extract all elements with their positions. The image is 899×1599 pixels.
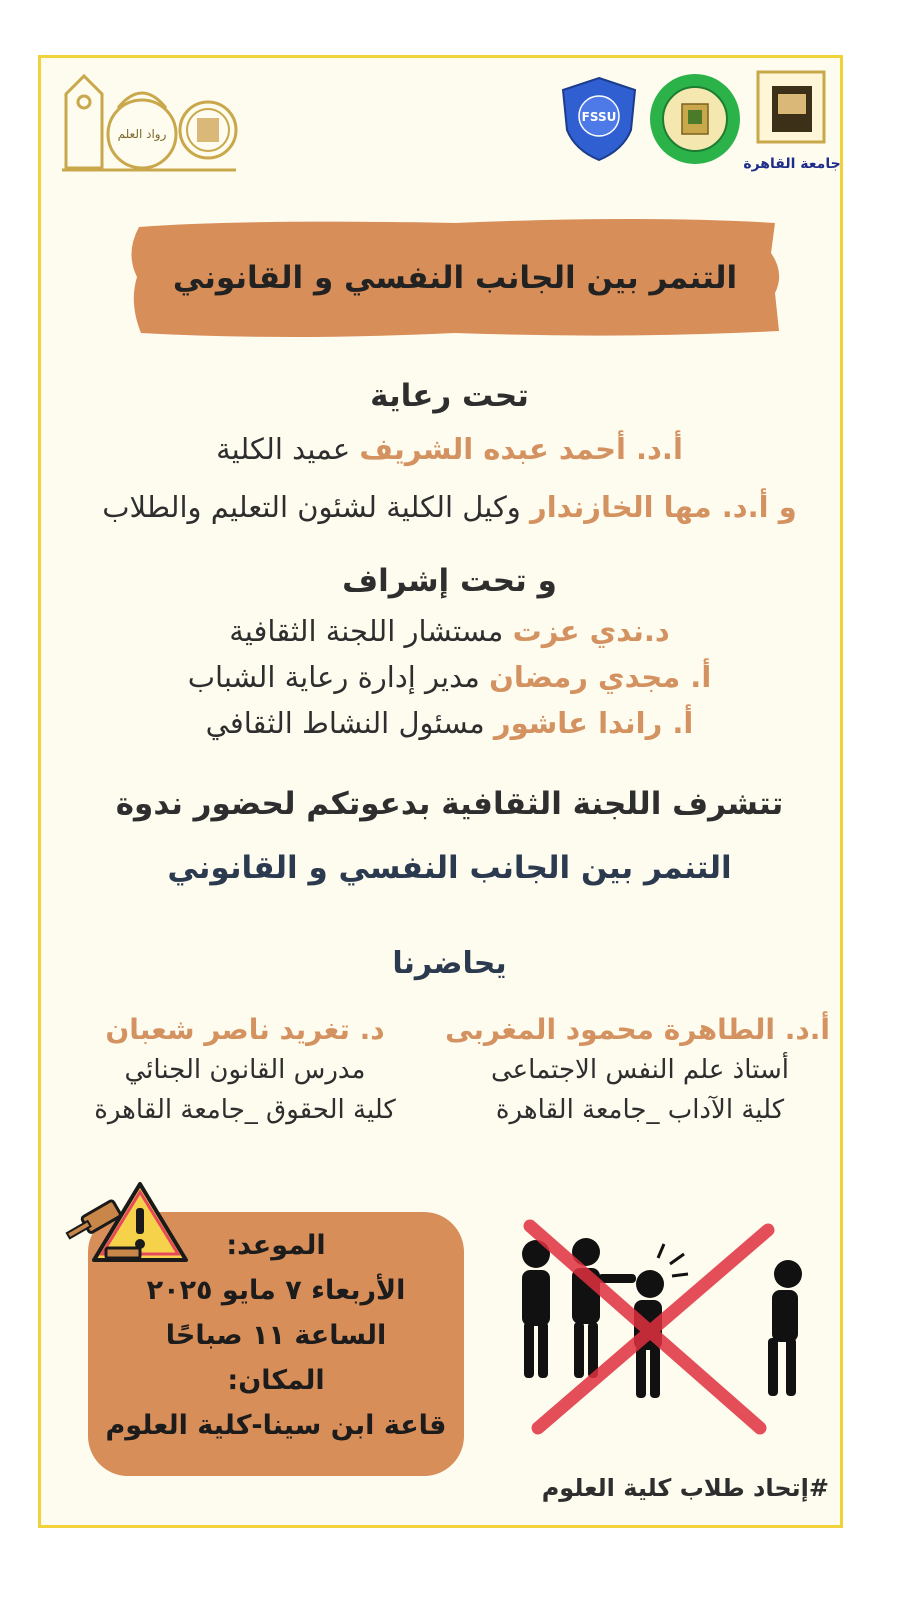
centenary-logo-text: رواد العلم xyxy=(117,127,167,141)
event-time: الساعة ١١ صباحًا xyxy=(165,1320,387,1351)
hashtag-footer: #إتحاد طلاب كلية العلوم xyxy=(541,1474,829,1502)
supervisor-row xyxy=(0,706,899,740)
fssu-logo-text: FSSU xyxy=(581,110,617,124)
place-label: المكان: xyxy=(227,1365,325,1396)
seminar-title: التنمر بين الجانب النفسي و القانوني xyxy=(167,850,732,886)
invitation-line: تتشرف اللجنة الثقافية بدعوتكم لحضور ندوة xyxy=(115,786,784,822)
patron-role: عميد الكلية xyxy=(216,432,351,466)
speaker-name: د. تغريد ناصر شعبان xyxy=(105,1013,385,1046)
supervisor-row xyxy=(0,614,899,648)
event-date: الأربعاء ٧ مايو ٢٠٢٥ xyxy=(146,1275,406,1306)
supervisor-name: د.ندي عزت xyxy=(512,614,670,648)
faculty-of-science-logo xyxy=(648,72,742,166)
title-banner xyxy=(125,213,785,343)
supervisor-name: أ. راندا عاشور xyxy=(493,706,694,740)
patron-row xyxy=(0,432,899,466)
speaker-title: مدرس القانون الجنائي xyxy=(124,1055,366,1085)
supervisor-role: مدير إدارة رعاية الشباب xyxy=(187,660,480,694)
speaker-name: أ.د. الطاهرة محمود المغربى xyxy=(445,1013,830,1046)
patron-name: و أ.د. مها الخازندار xyxy=(530,490,797,524)
speaker-card xyxy=(445,1010,830,1130)
patron-row xyxy=(0,490,899,524)
page-title: التنمر بين الجانب النفسي و القانوني xyxy=(172,260,738,296)
cairo-university-logo xyxy=(743,68,841,186)
cairo-university-text: جامعة القاهرة xyxy=(743,156,841,172)
centenary-logo xyxy=(58,68,238,176)
supervisor-row xyxy=(0,660,899,694)
patron-name: أ.د. أحمد عبده الشريف xyxy=(359,432,683,466)
speaker-card xyxy=(60,1010,430,1130)
speaker-affiliation: كلية الحقوق _جامعة القاهرة xyxy=(94,1095,396,1125)
speaker-affiliation: كلية الآداب _جامعة القاهرة xyxy=(495,1095,785,1125)
supervisor-role: مسئول النشاط الثقافي xyxy=(205,706,485,740)
anti-bullying-illustration xyxy=(510,1218,828,1444)
supervisor-role: مستشار اللجنة الثقافية xyxy=(229,614,504,648)
patron-role: وكيل الكلية لشئون التعليم والطلاب xyxy=(102,490,521,524)
date-label: الموعد: xyxy=(226,1230,326,1261)
event-place: قاعة ابن سينا-كلية العلوم xyxy=(105,1410,447,1441)
speakers-heading: يحاضرنا xyxy=(392,946,507,981)
gavel-warning-icon xyxy=(62,1178,192,1266)
supervision-heading: و تحت إشراف xyxy=(342,563,557,599)
speaker-title: أستاذ علم النفس الاجتماعى xyxy=(491,1055,789,1085)
patronage-heading: تحت رعاية xyxy=(370,378,529,414)
supervisor-name: أ. مجدي رمضان xyxy=(489,660,712,694)
fssu-shield-logo xyxy=(559,76,639,162)
